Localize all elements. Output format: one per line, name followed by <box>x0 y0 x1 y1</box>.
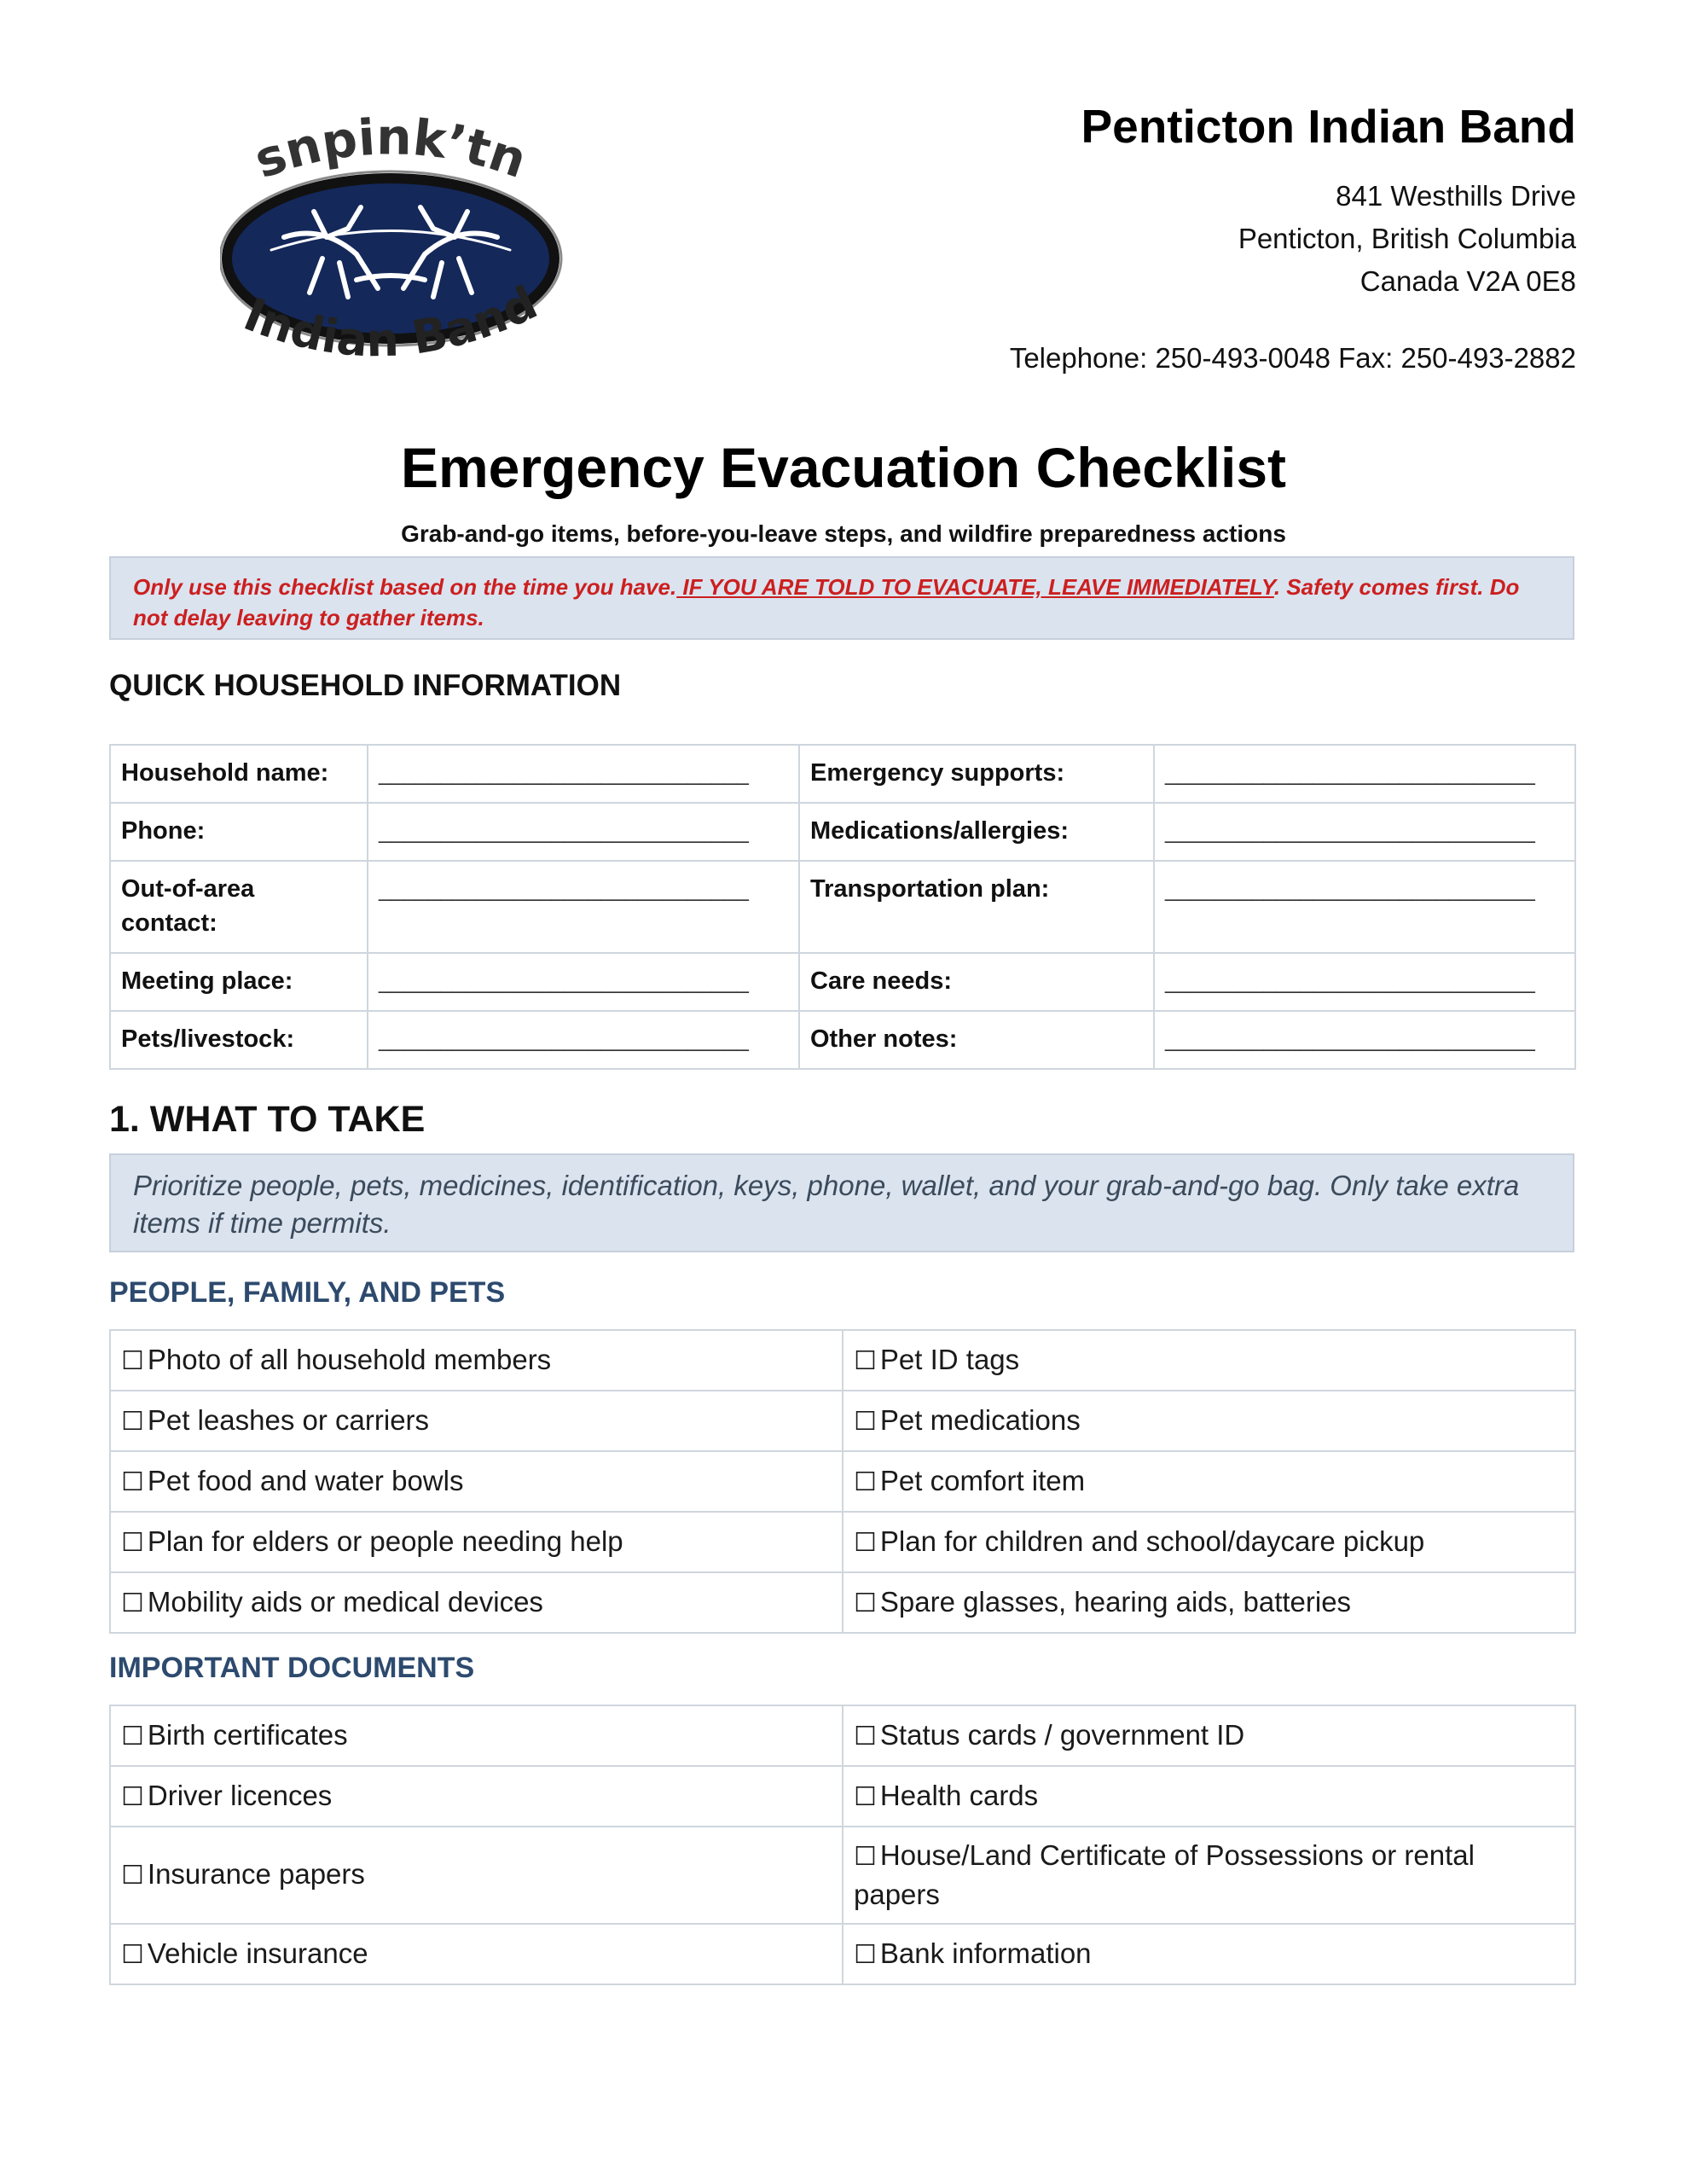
checkbox-icon[interactable]: ☐ <box>854 1527 877 1558</box>
item-label: House/Land Certificate of Possessions or rental papers <box>854 1839 1475 1910</box>
checkbox-icon[interactable]: ☐ <box>121 1588 144 1618</box>
checkbox-icon[interactable]: ☐ <box>121 1721 144 1751</box>
what-to-take-heading: 1. WHAT TO TAKE <box>109 1099 426 1140</box>
pets-livestock-field[interactable]: ______________________________ <box>368 1011 799 1069</box>
checklist-item[interactable] <box>110 1391 843 1451</box>
table-row <box>110 953 1575 1011</box>
field-label: Meeting place: <box>110 953 368 1011</box>
checkbox-icon[interactable]: ☐ <box>854 1406 877 1437</box>
checkbox-icon[interactable]: ☐ <box>121 1781 144 1812</box>
table-row <box>110 1391 1575 1451</box>
item-label: Status cards / government ID <box>879 1718 1245 1751</box>
checkbox-icon[interactable]: ☐ <box>121 1467 144 1497</box>
field-label: Out-of-area contact: <box>110 861 368 953</box>
table-row <box>110 745 1575 803</box>
table-row <box>110 1451 1575 1512</box>
item-label: Birth certificates <box>147 1718 348 1751</box>
priority-note: Prioritize people, pets, medicines, identification, keys, phone, wallet, and your grab-and-go bag. Only take extra items if time permits. <box>109 1153 1574 1252</box>
medications-allergies-field[interactable]: ______________________________ <box>1154 803 1575 861</box>
telephone-fax: Telephone: 250-493-0048 Fax: 250-493-2882 <box>1009 341 1576 374</box>
table-row <box>110 1705 1575 1766</box>
field-label: Medications/allergies: <box>799 803 1154 861</box>
warning-part-1: Only use this checklist based on the time you have. <box>133 574 677 600</box>
logo-text-top: snpink’tn <box>246 109 534 190</box>
household-name-field[interactable]: ______________________________ <box>368 745 799 803</box>
item-label: Mobility aids or medical devices <box>147 1585 543 1618</box>
item-label: Vehicle insurance <box>147 1937 368 1969</box>
checklist-item[interactable] <box>843 1451 1575 1512</box>
item-label: Pet food and water bowls <box>147 1464 464 1496</box>
emergency-supports-field[interactable]: ______________________________ <box>1154 745 1575 803</box>
checklist-item[interactable] <box>843 1572 1575 1633</box>
field-label: Emergency supports: <box>799 745 1154 803</box>
meeting-place-field[interactable]: ______________________________ <box>368 953 799 1011</box>
checklist-item[interactable] <box>110 1330 843 1391</box>
checklist-item[interactable] <box>843 1512 1575 1572</box>
item-label: Pet comfort item <box>879 1464 1086 1496</box>
checkbox-icon[interactable]: ☐ <box>854 1588 877 1618</box>
table-row <box>110 1766 1575 1827</box>
item-label: Bank information <box>879 1937 1092 1969</box>
item-label: Pet medications <box>879 1403 1081 1436</box>
table-row <box>110 803 1575 861</box>
item-label: Driver licences <box>147 1779 333 1811</box>
quick-info-heading: QUICK HOUSEHOLD INFORMATION <box>109 669 622 702</box>
document-subtitle: Grab-and-go items, before-you-leave steps, and wildfire preparedness actions <box>401 520 1286 547</box>
address-line-1: 841 Westhills Drive <box>1336 179 1576 212</box>
field-label: Care needs: <box>799 953 1154 1011</box>
checklist-item[interactable] <box>843 1766 1575 1827</box>
checklist-item[interactable] <box>843 1705 1575 1766</box>
checkbox-icon[interactable]: ☐ <box>854 1721 877 1751</box>
field-label: Phone: <box>110 803 368 861</box>
checklist-item[interactable] <box>110 1572 843 1633</box>
band-logo-graphic <box>220 109 570 399</box>
table-row <box>110 1512 1575 1572</box>
checklist-item[interactable] <box>110 1705 843 1766</box>
document-title: Emergency Evacuation Checklist <box>400 436 1287 499</box>
checklist-item[interactable] <box>110 1451 843 1512</box>
evacuation-warning <box>109 556 1574 640</box>
table-row <box>110 1330 1575 1391</box>
documents-checklist <box>109 1705 1576 1985</box>
field-label: Pets/livestock: <box>110 1011 368 1069</box>
checkbox-icon[interactable]: ☐ <box>854 1781 877 1812</box>
checklist-item[interactable] <box>843 1827 1575 1924</box>
field-label: Transportation plan: <box>799 861 1154 953</box>
table-row <box>110 1924 1575 1984</box>
item-label: Pet leashes or carriers <box>147 1403 430 1436</box>
checklist-item[interactable] <box>110 1827 843 1924</box>
care-needs-field[interactable]: ______________________________ <box>1154 953 1575 1011</box>
checkbox-icon[interactable]: ☐ <box>854 1842 877 1872</box>
checkbox-icon[interactable]: ☐ <box>121 1406 144 1437</box>
address-line-3: Canada V2A 0E8 <box>1359 264 1576 297</box>
people-checklist <box>109 1329 1576 1634</box>
checkbox-icon[interactable]: ☐ <box>854 1939 877 1970</box>
item-label: Spare glasses, hearing aids, batteries <box>879 1585 1352 1618</box>
table-row <box>110 1572 1575 1633</box>
checkbox-icon[interactable]: ☐ <box>121 1861 144 1891</box>
item-label: Pet ID tags <box>879 1343 1020 1375</box>
checklist-item[interactable] <box>843 1924 1575 1984</box>
checklist-item[interactable] <box>110 1924 843 1984</box>
item-label: Health cards <box>879 1779 1039 1811</box>
warning-emphasis: IF YOU ARE TOLD TO EVACUATE, LEAVE IMMEDIATELY <box>676 574 1274 600</box>
transportation-plan-field[interactable]: ______________________________ <box>1154 861 1575 953</box>
field-label: Household name: <box>110 745 368 803</box>
item-label: Plan for elders or people needing help <box>147 1525 623 1557</box>
table-row <box>110 1827 1575 1924</box>
checklist-item[interactable] <box>110 1512 843 1572</box>
checklist-item[interactable] <box>843 1330 1575 1391</box>
phone-field[interactable]: ______________________________ <box>368 803 799 861</box>
table-row <box>110 1011 1575 1069</box>
documents-heading: IMPORTANT DOCUMENTS <box>109 1652 475 1684</box>
checkbox-icon[interactable]: ☐ <box>121 1939 144 1970</box>
warning-part-3: . Safety comes first. Do not delay leaving to gather items. <box>133 574 1520 630</box>
org-contact-block <box>809 101 1576 380</box>
checklist-item[interactable] <box>843 1391 1575 1451</box>
household-info-table <box>109 744 1576 1070</box>
field-label: Other notes: <box>799 1011 1154 1069</box>
checklist-item[interactable] <box>110 1766 843 1827</box>
item-label: Photo of all household members <box>147 1343 552 1375</box>
item-label: Plan for children and school/daycare pickup <box>879 1525 1425 1557</box>
checkbox-icon[interactable]: ☐ <box>854 1467 877 1497</box>
checkbox-icon[interactable]: ☐ <box>121 1345 144 1376</box>
other-notes-field[interactable]: ______________________________ <box>1154 1011 1575 1069</box>
item-label: Insurance papers <box>147 1858 365 1890</box>
logo-text-bottom: Indian Band <box>236 275 546 368</box>
org-name: Penticton Indian Band <box>1081 100 1576 153</box>
address-line-2: Penticton, British Columbia <box>1238 222 1576 254</box>
people-heading: PEOPLE, FAMILY, AND PETS <box>109 1276 506 1309</box>
checkbox-icon[interactable]: ☐ <box>121 1527 144 1558</box>
band-logo <box>220 109 570 399</box>
out-of-area-contact-field[interactable]: ______________________________ <box>368 861 799 953</box>
checkbox-icon[interactable]: ☐ <box>854 1345 877 1376</box>
table-row <box>110 861 1575 953</box>
